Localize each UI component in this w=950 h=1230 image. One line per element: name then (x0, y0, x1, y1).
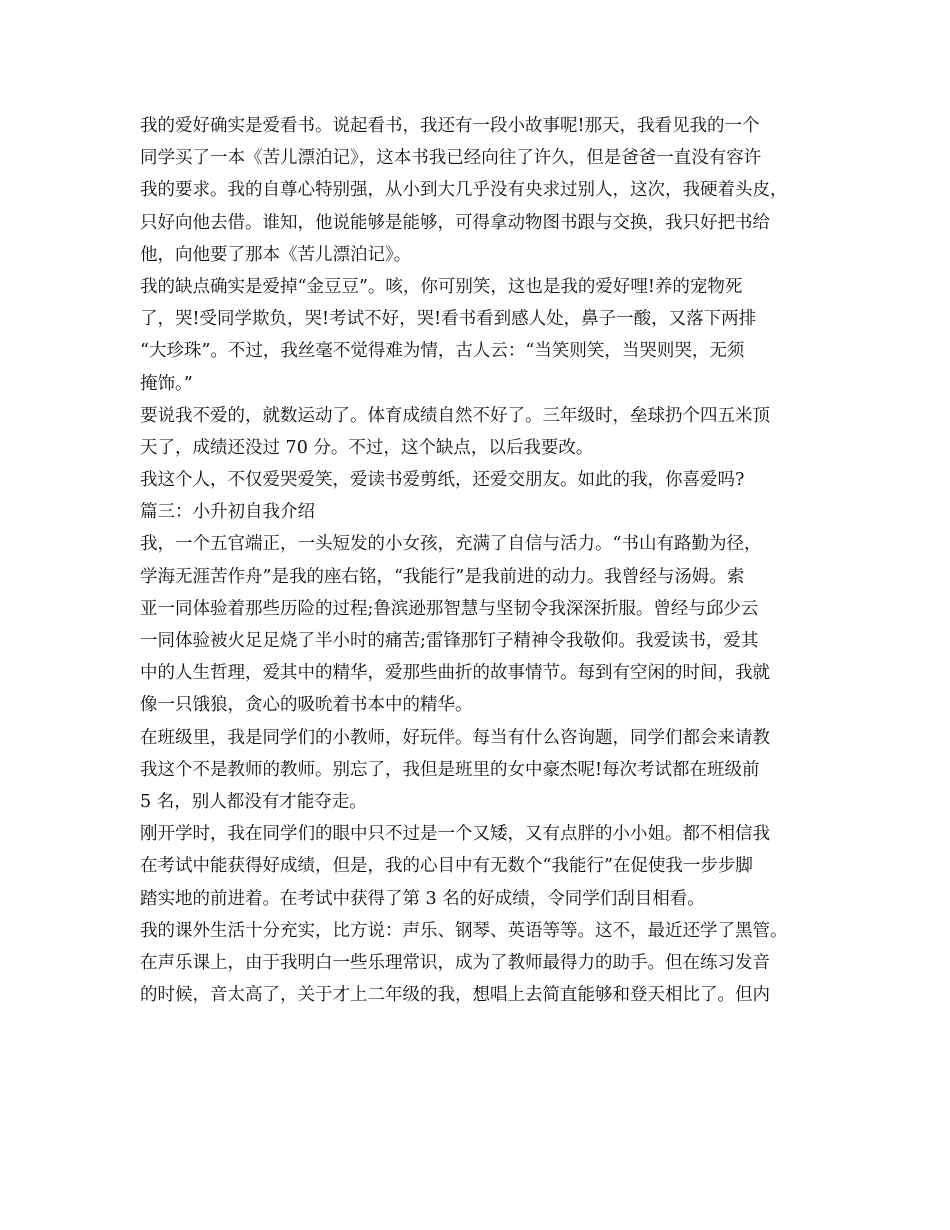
text-line: 的时候，音太高了，关于才上二年级的我，想唱上去简直能够和登天相比了。但内 (140, 985, 770, 1006)
text-line: 掩饰。” (140, 373, 193, 394)
section-heading: 篇三：小升初自我介绍 (140, 502, 315, 523)
text-line: 5 名，别人都没有才能夺走。 (140, 791, 367, 812)
text-line: 中的人生哲理，爱其中的精华，爱那些曲折的故事情节。每到有空闲的时间，我就 (140, 663, 770, 684)
text-line: 我这个不是教师的教师。别忘了，我但是班里的女中豪杰呢!每次考试都在班级前 (140, 759, 760, 780)
text-line: “大珍珠”。不过，我丝毫不觉得难为情，古人云：“当笑则笑，当哭则哭，无须 (140, 341, 745, 362)
body-text (140, 110, 830, 1011)
text-line: 亚一同体验着那些历险的过程;鲁滨逊那智慧与坚韧令我深深折服。曾经与邱少云 (140, 598, 759, 619)
text-line: 像一只饿狼，贪心的吸吮着书本中的精华。 (140, 695, 473, 716)
text-line: 我这个人，不仅爱哭爱笑，爱读书爱剪纸，还爱交朋友。如此的我，你喜爱吗? (140, 470, 745, 491)
text-line: 在声乐课上，由于我明白一些乐理常识，成为了教师最得力的助手。但在练习发音 (140, 952, 770, 973)
text-line: 了，哭!受同学欺负，哭!考试不好，哭!看书看到感人处，鼻子一酸，又落下两排 (140, 309, 757, 330)
text-line: 我的爱好确实是爱看书。说起看书，我还有一段小故事呢!那天，我看见我的一个 (140, 116, 760, 136)
text-line: 天了，成绩还没过 70 分。不过，这个缺点，以后我要改。 (140, 437, 594, 458)
text-line: 他，向他要了那本《苦儿漂泊记》。 (140, 244, 412, 265)
text-line: 要说我不爱的，就数运动了。体育成绩自然不好了。三年级时，垒球扔个四五米顶 (140, 405, 770, 426)
text-line: 我的缺点确实是爱掉“金豆豆”。咳，你可别笑，这也是我的爱好哩!养的宠物死 (140, 276, 743, 297)
text-line: 踏实地的前进着。在考试中获得了第 3 名的好成绩，令同学们刮目相看。 (140, 888, 705, 909)
text-line: 同学买了一本《苦儿漂泊记》，这本书我已经向往了许久，但是爸爸一直没有容许 (140, 148, 762, 169)
text-line: 在考试中能获得好成绩，但是，我的心目中有无数个“我能行”在促使我一步步脚 (140, 856, 753, 877)
text-line: 我的要求。我的自尊心特别强，从小到大几乎没有央求过别人，这次，我硬着头皮， (140, 180, 788, 201)
text-line: 只好向他去借。谁知，他说能够是能够，可得拿动物图书跟与交换，我只好把书给 (140, 212, 770, 233)
text-line: 我，一个五官端正，一头短发的小女孩，充满了自信与活力。“书山有路勤为径， (140, 534, 762, 555)
text-line: 一同体验被火足足烧了半小时的痛苦;雷锋那钉子精神令我敬仰。我爱读书，爱其 (140, 631, 759, 651)
text-line: 刚开学时，我在同学们的眼中只不过是一个又矮，又有点胖的小小姐。都不相信我 (140, 824, 770, 845)
text-line: 学海无涯苦作舟”是我的座右铭，“我能行”是我前进的动力。我曾经与汤姆。索 (140, 566, 745, 587)
text-line: 在班级里，我是同学们的小教师，好玩伴。每当有什么咨询题，同学们都会来请教 (140, 727, 770, 748)
text-line: 我的课外生活十分充实，比方说：声乐、钢琴、英语等等。这不，最近还学了黑管。 (140, 920, 788, 941)
